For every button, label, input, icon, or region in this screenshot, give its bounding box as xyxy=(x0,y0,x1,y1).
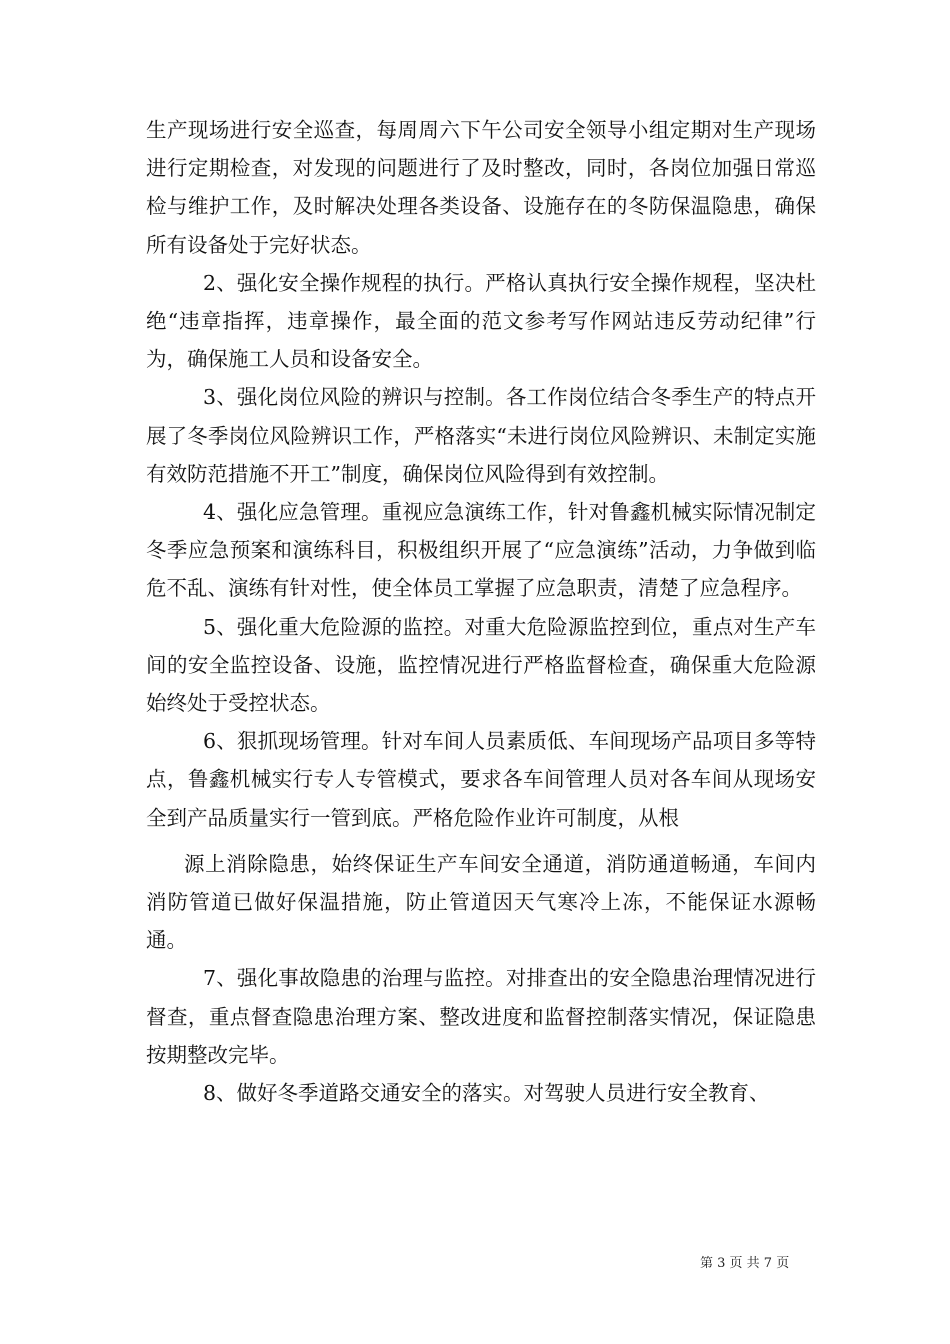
page-number-footer: 第 3 页 共 7 页 xyxy=(700,1256,790,1271)
paragraph-continuation: 生产现场进行安全巡查，每周周六下午公司安全领导小组定期对生产现场进行定期检查，对发现的问题进行了及时整改，同时，各岗位加强日常巡检与维护工作，及时解决处理各类设备、设施存在的冬防保温隐患，确保所有设备处于完好状态。 xyxy=(146,118,816,257)
paragraph-item-8: 8、做好冬季道路交通安全的落实。对驾驶人员进行安全教育、 xyxy=(203,1081,770,1106)
paragraph-item-6: 6、狠抓现场管理。针对车间人员素质低、车间现场产品项目多等特点，鲁鑫机械实行专人专管模式，要求各车间管理人员对各车间从现场安全到产品质量实行一管到底。严格危险作业许可制度，从根 xyxy=(146,729,816,830)
paragraph-item-6-continued: 源上消除隐患，始终保证生产车间安全通道，消防通道畅通，车间内消防管道已做好保温措施，防止管道因天气寒冷上冻，不能保证水源畅通。 xyxy=(146,851,816,953)
paragraph-item-2: 2、强化安全操作规程的执行。严格认真执行安全操作规程，坚决杜绝“违章指挥，违章操作，最全面的范文参考写作网站违反劳动纪律”行为，确保施工人员和设备安全。 xyxy=(146,270,816,372)
paragraph-item-7: 7、强化事故隐患的治理与监控。对排查出的安全隐患治理情况进行督查，重点督查隐患治理方案、整改进度和监督控制落实情况，保证隐患按期整改完毕。 xyxy=(146,966,816,1067)
paragraph-item-5: 5、强化重大危险源的监控。对重大危险源监控到位，重点对生产车间的安全监控设备、设施，监控情况进行严格监督检查，确保重大危险源始终处于受控状态。 xyxy=(146,614,816,716)
document-body xyxy=(146,111,816,1112)
paragraph-item-4: 4、强化应急管理。重视应急演练工作，针对鲁鑫机械实际情况制定冬季应急预案和演练科目，积极组织开展了“应急演练”活动，力争做到临危不乱、演练有针对性，使全体员工掌握了应急职责，清楚了应急程序。 xyxy=(146,500,816,601)
paragraph-item-3: 3、强化岗位风险的辨识与控制。各工作岗位结合冬季生产的特点开展了冬季岗位风险辨识工作，严格落实“未进行岗位风险辨识、未制定实施有效防范措施不开工”制度，确保岗位风险得到有效控制。 xyxy=(146,385,816,486)
